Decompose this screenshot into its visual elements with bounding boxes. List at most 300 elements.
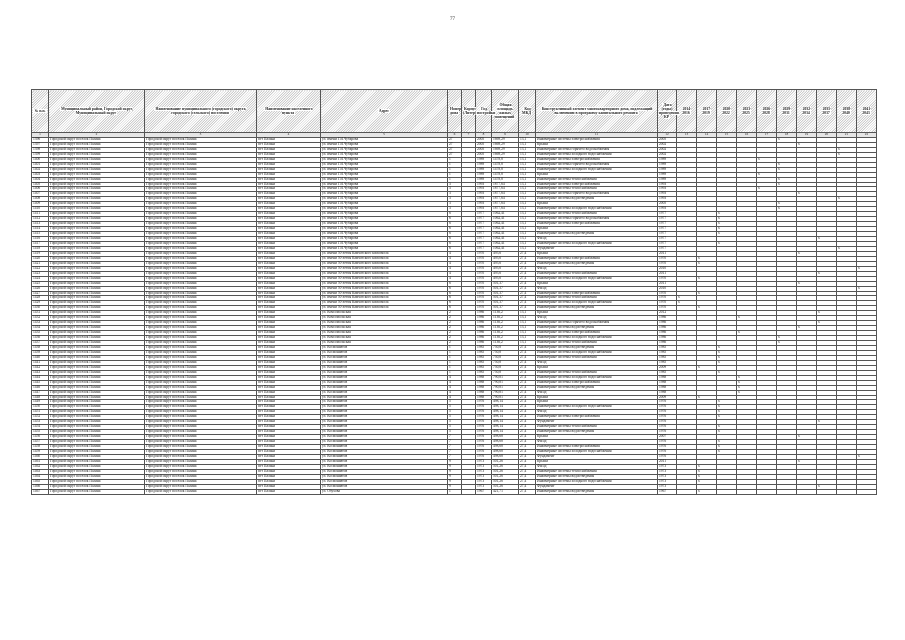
table-cell: 501,26 [492, 479, 519, 484]
table-cell: ул. Комсомольская [321, 311, 448, 316]
table-cell: 1970 [476, 276, 492, 281]
table-cell: 1976 [658, 454, 677, 459]
table-cell: 1136,2 [492, 341, 519, 346]
period-mark-cell: x [857, 266, 877, 271]
table-cell: 1440 [32, 355, 49, 360]
table-cell: 1 [448, 162, 462, 167]
period-mark-cell: x [737, 380, 757, 385]
table-cell: Городской округ поселок Палана [145, 375, 257, 380]
table-cell: Городской округ поселок Палана [49, 469, 145, 474]
table-cell: 6 [448, 246, 462, 251]
table-cell: 1973 [658, 484, 677, 489]
table-cell: Городской округ поселок Палана [145, 246, 257, 251]
table-cell: пгт Палана [257, 440, 321, 445]
table-cell: 27,4 [519, 445, 536, 450]
table-cell: 1409 [32, 202, 49, 207]
table-cell: 1 [448, 355, 462, 360]
table-cell: 1977 [476, 241, 492, 246]
table-cell: 1 [448, 489, 462, 494]
period-mark-cell: x [797, 281, 817, 286]
table-cell: Инженерные системы электроснабжения [536, 445, 658, 450]
table-cell: Инженерные системы холодного водоснабжения [536, 167, 658, 172]
table-cell: 13,1 [519, 246, 536, 251]
table-cell: 1976 [658, 415, 677, 420]
table-cell: 498,14 [492, 425, 519, 430]
table-cell: ул. Космонавтов [321, 365, 448, 370]
table-cell: ул. Космонавтов [321, 410, 448, 415]
table-cell: Городской округ поселок Палана [145, 232, 257, 237]
table-cell: 1408 [32, 197, 49, 202]
table-cell: Городской округ поселок Палана [49, 147, 145, 152]
table-cell: Городской округ поселок Палана [145, 291, 257, 296]
table-cell: Инженерные системы холодного водоснабжения [536, 336, 658, 341]
table-cell: 1460 [32, 454, 49, 459]
table-cell: Городской округ поселок Палана [49, 405, 145, 410]
column-number: 10 [519, 133, 536, 138]
table-cell: Крыша [536, 400, 658, 405]
table-cell: 1988 [476, 375, 492, 380]
period-mark-cell [737, 489, 757, 494]
table-cell: пгт Палана [257, 197, 321, 202]
table-cell: пгт Палана [257, 326, 321, 331]
table-cell: 1 [448, 167, 462, 172]
table-cell: Городской округ поселок Палана [145, 222, 257, 227]
table-cell: 1986 [658, 336, 677, 341]
table-cell: 1976 [658, 425, 677, 430]
table-cell: 501,37 [492, 291, 519, 296]
column-header-label: Конструктивный элемент многоквартирного дома, подлежащий включению в программу капитального ремонта [541, 107, 653, 115]
table-cell: ул. имени Г.И.Чубарова [321, 237, 448, 242]
period-mark-cell: x [717, 445, 737, 450]
table-cell: пгт Палана [257, 246, 321, 251]
column-header-label: Наименование населенного пункта [265, 107, 313, 115]
table-body [32, 137, 877, 494]
table-cell: 1993 [476, 187, 492, 192]
column-header [145, 90, 257, 133]
table-cell: Городской округ поселок Палана [49, 251, 145, 256]
table-cell: 1986 [476, 321, 492, 326]
table-cell: 6 [448, 296, 462, 301]
table-cell: ул. Космонавтов [321, 390, 448, 395]
column-header-label: 2020-2022 [722, 107, 732, 115]
table-cell: ул. имени Г.И.Чубарова [321, 152, 448, 157]
table-cell: Городской округ поселок Палана [145, 370, 257, 375]
table-cell: Инженерные системы холодного водоснабжения [536, 405, 658, 410]
table-cell: Городской округ поселок Палана [145, 227, 257, 232]
table-cell: Инженерные системы водоотведения [536, 232, 658, 237]
table-cell: Фасад [536, 360, 658, 365]
period-mark-cell: x [717, 345, 737, 350]
table-cell: 2005 [658, 137, 677, 142]
table-cell: Фундамент [536, 420, 658, 425]
table-cell: 13,1 [519, 227, 536, 232]
table-cell: Городской округ поселок Палана [145, 271, 257, 276]
table-cell: 1970 [658, 256, 677, 261]
table-cell: 498,68 [492, 445, 519, 450]
table-cell: 1976 [476, 445, 492, 450]
table-cell: 2010 [658, 286, 677, 291]
table-cell: 13,1 [519, 341, 536, 346]
table-cell: 6 [448, 237, 462, 242]
table-cell: 13,1 [519, 222, 536, 227]
table-cell: ул. имени Г.И.Чубарова [321, 232, 448, 237]
table-cell: пгт Палана [257, 281, 321, 286]
table-cell: 13,1 [519, 177, 536, 182]
table-cell: ул. имени Г.И.Чубарова [321, 177, 448, 182]
table-cell: 2009 [658, 395, 677, 400]
table-cell: ул. Космонавтов [321, 395, 448, 400]
table-cell: Инженерные системы теплоснабжения [536, 296, 658, 301]
table-cell: 27,4 [519, 425, 536, 430]
table-cell: 1434 [32, 326, 49, 331]
table-cell: Крыша [536, 172, 658, 177]
table-cell: ул. Космонавтов [321, 385, 448, 390]
table-cell: 13,1 [519, 162, 536, 167]
table-cell: ул. имени Г.И.Чубарова [321, 197, 448, 202]
table-cell: 5 [448, 405, 462, 410]
column-header-label: 2041-2043 [862, 107, 872, 115]
table-cell: Городской округ поселок Палана [49, 137, 145, 142]
table-cell: Городской округ поселок Палана [49, 420, 145, 425]
table-cell: Инженерные системы холодного водоснабжения [536, 152, 658, 157]
table-cell: 7 [448, 445, 462, 450]
table-cell: 1418 [32, 246, 49, 251]
table-cell: 1989 [476, 157, 492, 162]
table-cell: пгт Палана [257, 425, 321, 430]
table-cell: 1977 [476, 212, 492, 217]
table-cell: 421,71 [492, 489, 519, 494]
table-cell: Городской округ поселок Палана [145, 157, 257, 162]
table-cell: Городской округ поселок Палана [145, 177, 257, 182]
column-header-label: 2035-2037 [822, 107, 832, 115]
table-cell: 1973 [658, 469, 677, 474]
table-cell: пгт Палана [257, 271, 321, 276]
table-cell: Городской округ поселок Палана [49, 430, 145, 435]
table-cell: 1136,2 [492, 311, 519, 316]
table-cell: 1433 [32, 321, 49, 326]
table-cell: 1451 [32, 410, 49, 415]
column-header-label: 2026-2028 [762, 107, 772, 115]
table-cell: Городской округ поселок Палана [49, 152, 145, 157]
table-cell: Городской округ поселок Палана [145, 182, 257, 187]
table-cell: 13,1 [519, 167, 536, 172]
table-cell: 1478,8 [492, 177, 519, 182]
period-mark-cell: x [697, 479, 717, 484]
table-cell: 13,1 [519, 321, 536, 326]
table-cell: 495,6 [492, 266, 519, 271]
column-header [257, 90, 321, 133]
column-header [32, 90, 49, 133]
period-mark-cell: x [697, 256, 717, 261]
table-cell: Городской округ поселок Палана [145, 281, 257, 286]
table-cell: 498,14 [492, 430, 519, 435]
table-cell: Фасад [536, 316, 658, 321]
table-cell: 1986 [476, 316, 492, 321]
table-cell: 27,4 [519, 306, 536, 311]
table-cell: 1989 [658, 157, 677, 162]
table-cell: пгт Палана [257, 261, 321, 266]
period-mark-cell: x [737, 375, 757, 380]
table-cell: ул. Космонавтов [321, 454, 448, 459]
table-cell: 1402 [32, 167, 49, 172]
table-cell: 1976 [658, 410, 677, 415]
table-cell: 1985 [658, 345, 677, 350]
table-cell: 1973 [476, 484, 492, 489]
table-cell: 1985 [658, 350, 677, 355]
table-cell: 1985 [476, 360, 492, 365]
table-cell: 1976 [476, 440, 492, 445]
table-cell: ул. Комсомольская [321, 316, 448, 321]
table-cell: пгт Палана [257, 450, 321, 455]
table-cell: Городской округ поселок Палана [49, 326, 145, 331]
table-cell: 2005 [658, 202, 677, 207]
period-mark-cell: x [677, 301, 697, 306]
column-number: 12 [658, 133, 677, 138]
table-cell: Городской округ поселок Палана [49, 301, 145, 306]
table-cell: пгт Палана [257, 311, 321, 316]
table-cell: 1993 [658, 197, 677, 202]
table-cell: 1669,29 [492, 152, 519, 157]
period-mark-cell: x [737, 331, 757, 336]
period-mark-cell: x [777, 336, 797, 341]
table-cell: Городской округ поселок Палана [145, 276, 257, 281]
table-cell: Инженерные системы теплоснабжения [536, 212, 658, 217]
table-cell: Инженерные системы электроснабжения [536, 222, 658, 227]
table-cell: пгт Палана [257, 385, 321, 390]
period-mark-cell [757, 489, 777, 494]
table-cell: пгт Палана [257, 152, 321, 157]
table-cell: 13,1 [519, 331, 536, 336]
table-cell: Инженерные системы теплоснабжения [536, 177, 658, 182]
table-cell: Городской округ поселок Палана [145, 286, 257, 291]
table-cell: Инженерные системы горячего водоснабжения [536, 321, 658, 326]
table-cell: пгт Палана [257, 202, 321, 207]
table-cell: Инженерные системы теплоснабжения [536, 341, 658, 346]
table-cell: Инженерные системы холодного водоснабжения [536, 241, 658, 246]
table-cell: 4 [448, 276, 462, 281]
table-cell: 5 [448, 430, 462, 435]
table-cell: 498,68 [492, 440, 519, 445]
table-cell: 1399 [32, 152, 49, 157]
table-cell: Городской округ поселок Палана [145, 192, 257, 197]
table-cell: Городской округ поселок Палана [145, 331, 257, 336]
period-mark-cell: x [857, 286, 877, 291]
table-cell: Инженерные системы водоотведения [536, 306, 658, 311]
period-mark-cell: x [817, 420, 837, 425]
table-cell: Городской округ поселок Палана [49, 261, 145, 266]
table-cell: Городской округ поселок Палана [49, 232, 145, 237]
period-mark-cell: x [817, 321, 837, 326]
table-cell: 1977 [476, 222, 492, 227]
table-cell: Крыша [536, 227, 658, 232]
table-cell: Городской округ поселок Палана [49, 217, 145, 222]
table-cell: ул. Комсомольская [321, 336, 448, 341]
table-cell: 1432 [32, 316, 49, 321]
table-cell: 1976 [658, 450, 677, 455]
table-cell: 6 [448, 227, 462, 232]
table-cell: 1970 [476, 296, 492, 301]
table-cell: 1478,8 [492, 162, 519, 167]
period-mark-cell: x [717, 425, 737, 430]
table-cell: 1970 [476, 271, 492, 276]
table-cell: 1986 [658, 321, 677, 326]
period-mark-cell [837, 489, 857, 494]
table-cell: 1976 [658, 430, 677, 435]
table-cell: пгт Палана [257, 380, 321, 385]
table-cell: 1456 [32, 435, 49, 440]
table-cell: 1977 [658, 246, 677, 251]
table-cell: 1993 [476, 197, 492, 202]
table-cell: Инженерные системы электроснабжения [536, 137, 658, 142]
table-cell: 1988 [658, 390, 677, 395]
table-cell: 498,68 [492, 454, 519, 459]
table-cell: 2 [448, 331, 462, 336]
table-cell: ул. имени 50-летия Камчатского комсомола [321, 256, 448, 261]
table-cell: Городской округ поселок Палана [145, 251, 257, 256]
table-cell: 1669,29 [492, 137, 519, 142]
table-cell: 1977 [658, 227, 677, 232]
period-mark-cell: x [717, 350, 737, 355]
table-cell: Городской округ поселок Палана [145, 385, 257, 390]
table-cell: Городской округ поселок Палана [49, 415, 145, 420]
table-cell: 1877,64 [492, 197, 519, 202]
table-cell: 4 [448, 390, 462, 395]
table-cell: 501,26 [492, 459, 519, 464]
table-cell: 1430 [32, 306, 49, 311]
table-cell: 1985 [476, 370, 492, 375]
period-mark-cell: x [717, 440, 737, 445]
table-cell: Городской округ поселок Палана [145, 454, 257, 459]
table-cell: 750,8 [492, 355, 519, 360]
table-cell: 1 [448, 365, 462, 370]
table-cell: 1443 [32, 370, 49, 375]
table-cell: Городской округ поселок Палана [49, 450, 145, 455]
table-cell: ул. имени 50-летия Камчатского комсомола [321, 276, 448, 281]
table-cell: 1062,41 [492, 212, 519, 217]
table-cell: 1406 [32, 187, 49, 192]
table-cell: 1989 [476, 167, 492, 172]
table-cell: 1986 [658, 316, 677, 321]
table-cell: 6 [448, 286, 462, 291]
column-number: 14 [697, 133, 717, 138]
table-cell: 27,4 [519, 256, 536, 261]
table-cell: 1417 [32, 241, 49, 246]
column-header [448, 90, 462, 133]
column-number: 21 [837, 133, 857, 138]
table-cell: Городской округ поселок Палана [145, 321, 257, 326]
table-cell: 5 [448, 410, 462, 415]
table-cell: 790,81 [492, 385, 519, 390]
table-cell: 2007 [658, 435, 677, 440]
column-header [857, 90, 877, 133]
table-cell: 13,1 [519, 142, 536, 147]
column-number: 13 [677, 133, 697, 138]
period-mark-cell: x [757, 172, 777, 177]
table-cell: 498,68 [492, 435, 519, 440]
table-cell: Городской округ поселок Палана [49, 350, 145, 355]
table-cell: Городской округ поселок Палана [49, 167, 145, 172]
column-number: 3 [145, 133, 257, 138]
table-cell: 1442 [32, 365, 49, 370]
table-cell: 1 [448, 172, 462, 177]
table-cell: пгт Палана [257, 454, 321, 459]
table-cell: 1977 [476, 227, 492, 232]
table-cell: 1444 [32, 375, 49, 380]
table-cell: Инженерные системы холодного водоснабжения [536, 450, 658, 455]
table-cell: 1970 [476, 301, 492, 306]
table-cell: 27 [448, 147, 462, 152]
table-cell: 1989 [658, 172, 677, 177]
table-cell: ул. Космонавтов [321, 435, 448, 440]
table-cell: Фасад [536, 464, 658, 469]
table-cell: 1988 [476, 380, 492, 385]
table-cell: 27,4 [519, 459, 536, 464]
column-header [658, 90, 677, 133]
period-mark-cell: x [837, 197, 857, 202]
table-cell: 1461 [32, 459, 49, 464]
table-cell: 1421 [32, 261, 49, 266]
column-header-label: Наименование муниципального (городского) округа, городского (сельского) поселения [155, 107, 247, 115]
table-cell: пгт Палана [257, 435, 321, 440]
table-cell: 1976 [658, 440, 677, 445]
table-cell: Фасад [536, 286, 658, 291]
table-cell: ул. имени Г.И.Чубарова [321, 217, 448, 222]
table-row [32, 489, 877, 494]
table-cell: ул. Космонавтов [321, 440, 448, 445]
table-cell: Городской округ поселок Палана [49, 162, 145, 167]
table-cell: Инженерные системы электроснабжения [536, 256, 658, 261]
table-cell: Инженерные системы водоотведения [536, 430, 658, 435]
table-cell: пгт Палана [257, 296, 321, 301]
period-mark-cell: x [717, 405, 737, 410]
table-cell: Инженерные системы холодного водоснабжения [536, 276, 658, 281]
table-cell: 750,8 [492, 350, 519, 355]
table-cell: 13,1 [519, 326, 536, 331]
table-cell: пгт Палана [257, 360, 321, 365]
table-cell: 1977 [658, 241, 677, 246]
table-cell: 1398 [32, 147, 49, 152]
period-mark-cell: x [717, 430, 737, 435]
table-cell: 27,4 [519, 430, 536, 435]
table-cell: 27,4 [519, 420, 536, 425]
table-cell: Фасад [536, 237, 658, 242]
table-cell: 1986 [476, 341, 492, 346]
table-cell: пгт Палана [257, 192, 321, 197]
table-cell: Городской округ поселок Палана [49, 256, 145, 261]
column-number: 1 [32, 133, 49, 138]
table-cell: 1973 [476, 464, 492, 469]
table-cell: 27,4 [519, 400, 536, 405]
table-cell: Городской округ поселок Палана [49, 296, 145, 301]
table-cell: пгт Палана [257, 365, 321, 370]
table-cell: Городской округ поселок Палана [49, 276, 145, 281]
table-cell: 1459 [32, 450, 49, 455]
table-cell: 1976 [476, 435, 492, 440]
column-number: 7 [462, 133, 476, 138]
table-cell: 1986 [658, 341, 677, 346]
column-header [321, 90, 448, 133]
table-cell: Городской округ поселок Палана [145, 365, 257, 370]
table-cell: 1669,29 [492, 147, 519, 152]
table-cell: 1973 [476, 469, 492, 474]
table-cell: 9 [448, 459, 462, 464]
table-cell: 1985 [476, 355, 492, 360]
table-cell: ул. имени 50-летия Камчатского комсомола [321, 301, 448, 306]
table-cell: 27,4 [519, 410, 536, 415]
table-cell: 2009 [658, 365, 677, 370]
table-cell: 27,4 [519, 281, 536, 286]
table-cell: 1993 [658, 182, 677, 187]
